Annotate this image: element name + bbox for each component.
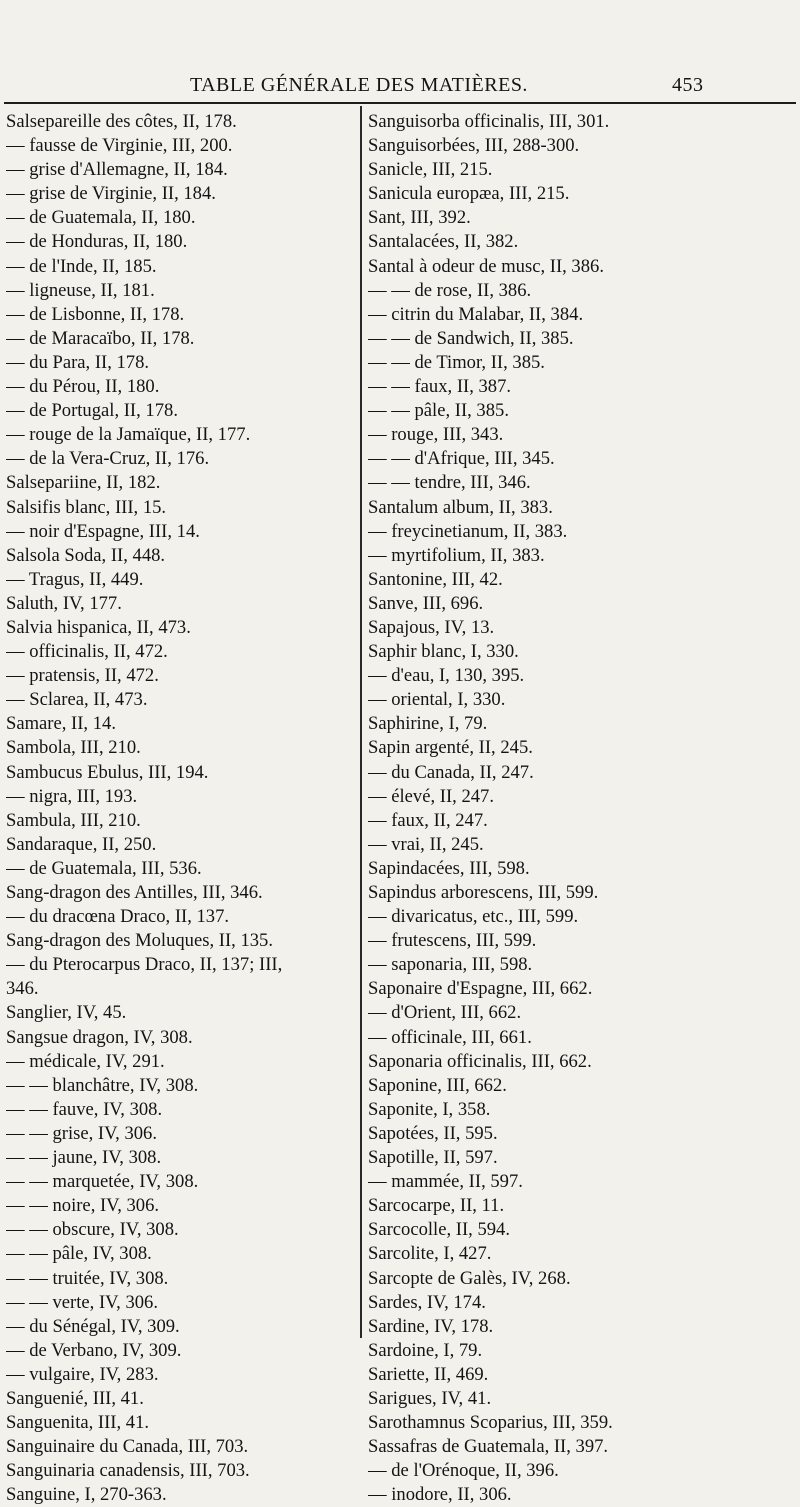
- index-entry: — rouge de la Jamaïque, II, 177.: [6, 424, 251, 446]
- index-entry: — fausse de Virginie, III, 200.: [6, 135, 233, 157]
- index-entry: — inodore, II, 306.: [368, 1484, 512, 1506]
- index-entry: Sarothamnus Scoparius, III, 359.: [368, 1412, 613, 1434]
- index-entry: Sapajous, IV, 13.: [368, 616, 495, 638]
- index-entry: Saphirine, I, 79.: [368, 713, 488, 735]
- index-entry: — — obscure, IV, 308.: [6, 1219, 179, 1241]
- index-entry: Sapotille, II, 597.: [368, 1147, 498, 1169]
- index-entry: — — d'Afrique, III, 345.: [368, 448, 555, 470]
- index-entry: — de Guatemala, III, 536.: [6, 857, 202, 879]
- index-entry: — ligneuse, II, 181.: [6, 279, 155, 301]
- index-entry: — — verte, IV, 306.: [6, 1291, 158, 1313]
- index-entry: — d'eau, I, 130, 395.: [368, 665, 525, 687]
- index-entry: — de Guatemala, II, 180.: [6, 207, 196, 229]
- index-entry: — vulgaire, IV, 283.: [6, 1363, 159, 1385]
- index-entry: Santonine, III, 42.: [368, 568, 503, 590]
- index-entry: Sardine, IV, 178.: [368, 1315, 494, 1337]
- index-entry: Sarigues, IV, 41.: [368, 1387, 492, 1409]
- index-entry: Sanicula europæa, III, 215.: [368, 183, 570, 205]
- index-entry: — médicale, IV, 291.: [6, 1050, 165, 1072]
- index-entry: Salvia hispanica, II, 473.: [6, 616, 191, 638]
- index-entry: — de Lisbonne, II, 178.: [6, 303, 185, 325]
- index-entry: — — fauve, IV, 308.: [6, 1098, 163, 1120]
- index-entry: Saponaria officinalis, III, 662.: [368, 1050, 592, 1072]
- index-entry: Santalacées, II, 382.: [368, 231, 519, 253]
- index-entry: Sanguenié, III, 41.: [6, 1387, 144, 1409]
- index-entry: Sanguinaire du Canada, III, 703.: [6, 1436, 249, 1458]
- right-column: [368, 110, 796, 1507]
- running-header: [0, 74, 800, 100]
- index-entry: — du Canada, II, 247.: [368, 761, 534, 783]
- index-entry: Sanicle, III, 215.: [368, 159, 493, 181]
- index-entry: Sambola, III, 210.: [6, 737, 141, 759]
- index-entry: Sassafras de Guatemala, II, 397.: [368, 1436, 609, 1458]
- index-entry: Saphir blanc, I, 330.: [368, 641, 519, 663]
- index-entry: Saponine, III, 662.: [368, 1074, 507, 1096]
- index-entry: Sambucus Ebulus, III, 194.: [6, 761, 209, 783]
- index-entry: — mammée, II, 597.: [368, 1171, 523, 1193]
- index-entry: Santal à odeur de musc, II, 386.: [368, 255, 604, 277]
- index-entry: — — faux, II, 387.: [368, 376, 512, 398]
- index-entry: — de la Vera-Cruz, II, 176.: [6, 448, 210, 470]
- index-entry: Sapin argenté, II, 245.: [368, 737, 533, 759]
- index-entry: — — marquetée, IV, 308.: [6, 1171, 199, 1193]
- index-entry: — nigra, III, 193.: [6, 785, 138, 807]
- index-entry: Sariette, II, 469.: [368, 1363, 489, 1385]
- index-entry: Sanguisorba officinalis, III, 301.: [368, 111, 610, 132]
- index-entry: Saluth, IV, 177.: [6, 592, 122, 614]
- index-entry: — du Pterocarpus Draco, II, 137; III,: [6, 954, 283, 976]
- index-entry: — rouge, III, 343.: [368, 424, 504, 446]
- index-entry: Salsepareille des côtes, II, 178.: [6, 111, 237, 132]
- index-entry: Sardes, IV, 174.: [368, 1291, 486, 1313]
- index-entry: — grise d'Allemagne, II, 184.: [6, 159, 228, 181]
- index-entry: Sang-dragon des Moluques, II, 135.: [6, 930, 273, 952]
- index-entry: — — de Timor, II, 385.: [368, 351, 545, 373]
- index-entry: — du Sénégal, IV, 309.: [6, 1315, 180, 1337]
- index-entry: — freycinetianum, II, 383.: [368, 520, 568, 542]
- index-entry: — de Maracaïbo, II, 178.: [6, 327, 195, 349]
- index-entry: Sanglier, IV, 45.: [6, 1002, 127, 1024]
- page-title: TABLE GÉNÉRALE DES MATIÈRES.: [190, 74, 528, 96]
- index-entry: — officinale, III, 661.: [368, 1026, 532, 1048]
- index-entry: Sangsue dragon, IV, 308.: [6, 1026, 193, 1048]
- index-entry: — de Honduras, II, 180.: [6, 231, 188, 253]
- left-column: [6, 110, 364, 1507]
- index-entry: Sapotées, II, 595.: [368, 1122, 498, 1144]
- index-entry: Sanguinaria canadensis, III, 703.: [6, 1460, 250, 1482]
- index-entry: Sapindus arborescens, III, 599.: [368, 882, 599, 903]
- index-entry: Saponaire d'Espagne, III, 662.: [368, 978, 593, 1000]
- index-entry: — citrin du Malabar, II, 384.: [368, 303, 584, 325]
- index-entry: — élevé, II, 247.: [368, 785, 494, 807]
- index-entry: — frutescens, III, 599.: [368, 930, 537, 952]
- index-entry: — grise de Virginie, II, 184.: [6, 183, 216, 205]
- index-entry: Sandaraque, II, 250.: [6, 833, 157, 855]
- index-entry: Salsola Soda, II, 448.: [6, 544, 166, 566]
- index-entry: — oriental, I, 330.: [368, 689, 506, 711]
- index-entry: — du Para, II, 178.: [6, 351, 150, 373]
- index-entry: Sarcolite, I, 427.: [368, 1243, 492, 1265]
- index-entry: Salsifis blanc, III, 15.: [6, 496, 167, 518]
- index-entry: Sarcopte de Galès, IV, 268.: [368, 1267, 571, 1289]
- index-entry: — divaricatus, etc., III, 599.: [368, 906, 579, 928]
- index-entry: Sarcocarpe, II, 11.: [368, 1195, 505, 1217]
- index-entry: — d'Orient, III, 662.: [368, 1002, 522, 1024]
- index-entry: 346.: [6, 978, 39, 1000]
- index-entry: — faux, II, 247.: [368, 809, 488, 831]
- index-entry: Salsepariine, II, 182.: [6, 472, 161, 494]
- index-entry: Santalum album, II, 383.: [368, 496, 553, 518]
- index-entry: — Sclarea, II, 473.: [6, 689, 148, 711]
- page-number: 453: [672, 74, 704, 96]
- index-entry: Sanguisorbées, III, 288-300.: [368, 135, 580, 157]
- index-entry: — de l'Inde, II, 185.: [6, 255, 157, 277]
- index-entry: — — truitée, IV, 308.: [6, 1267, 169, 1289]
- index-entry: — du Pérou, II, 180.: [6, 376, 160, 398]
- header-rule: [4, 102, 796, 104]
- index-entry: — — de Sandwich, II, 385.: [368, 327, 574, 349]
- index-entry: — noir d'Espagne, III, 14.: [6, 520, 200, 542]
- index-entry: — du dracœna Draco, II, 137.: [6, 906, 230, 928]
- index-entry: Sang-dragon des Antilles, III, 346.: [6, 882, 263, 903]
- index-entry: — myrtifolium, II, 383.: [368, 544, 545, 566]
- index-entry: — — blanchâtre, IV, 308.: [6, 1074, 199, 1096]
- index-entry: Sant, III, 392.: [368, 207, 471, 229]
- index-entry: Sanguine, I, 270-363.: [6, 1484, 167, 1506]
- index-entry: — saponaria, III, 598.: [368, 954, 533, 976]
- index-entry: Samare, II, 14.: [6, 713, 116, 735]
- index-entry: — vrai, II, 245.: [368, 833, 484, 855]
- index-entry: — de l'Orénoque, II, 396.: [368, 1460, 559, 1482]
- index-entry: — — pâle, IV, 308.: [6, 1243, 152, 1265]
- index-entry: Sambula, III, 210.: [6, 809, 141, 831]
- index-entry: Saponite, I, 358.: [368, 1098, 491, 1120]
- index-entry: — de Verbano, IV, 309.: [6, 1339, 182, 1361]
- index-entry: — — noire, IV, 306.: [6, 1195, 160, 1217]
- index-entry: — — pâle, II, 385.: [368, 400, 509, 422]
- index-entry: Sardoine, I, 79.: [368, 1339, 483, 1361]
- index-entry: — — jaune, IV, 308.: [6, 1147, 162, 1169]
- index-entry: Sarcocolle, II, 594.: [368, 1219, 510, 1241]
- index-entry: — de Portugal, II, 178.: [6, 400, 178, 422]
- index-entry: Sanve, III, 696.: [368, 592, 484, 614]
- index-entry: — Tragus, II, 449.: [6, 568, 144, 590]
- index-entry: — pratensis, II, 472.: [6, 665, 159, 687]
- index-entry: Sapindacées, III, 598.: [368, 857, 530, 879]
- index-entry: — — de rose, II, 386.: [368, 279, 532, 301]
- index-entry: — — tendre, III, 346.: [368, 472, 531, 494]
- index-entry: — — grise, IV, 306.: [6, 1122, 157, 1144]
- index-entry: — officinalis, II, 472.: [6, 641, 168, 663]
- index-entry: Sanguenita, III, 41.: [6, 1412, 150, 1434]
